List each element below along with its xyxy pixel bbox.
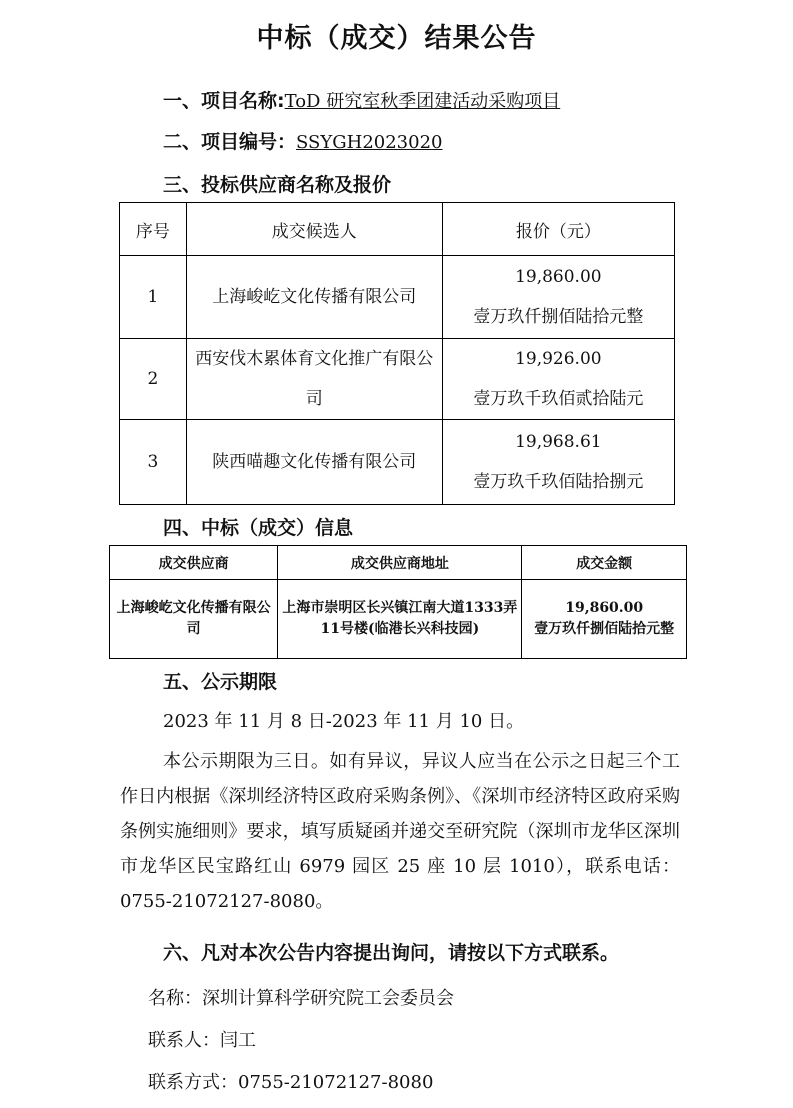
col-header-supplier: 成交供应商 [110,546,278,580]
award-table-header [110,546,687,580]
row-quote [442,339,674,420]
bids-table [119,202,675,505]
col-header-candidate: 成交候选人 [186,203,442,256]
quote-amount: 19,860.00 [515,267,602,287]
project-number-label: 二、项目编号： [163,131,297,153]
col-header-address: 成交供应商地址 [278,546,522,580]
contact-person: 联系人：闫工 [148,1030,256,1051]
row-candidate: 上海峻屹文化传播有限公司 [186,256,442,339]
objection-paragraph: 本公示期限为三日。如有异议，异议人应当在公示之日起三个工作日内根据《深圳经济特区政府采购条例》、《深圳市经济特区政府采购条例实施细则》要求，填写质疑函并递交至研究院（深圳市龙华区深圳市龙华区民宝路红山 6979 园区 25 座 10 层 1010），联系电话：0755-21072127-8080。 [120,751,680,912]
row-candidate: 西安伐木累体育文化推广有限公司 [186,339,442,420]
col-header-quote: 报价（元） [442,203,674,256]
row-candidate: 陕西喵趣文化传播有限公司 [186,420,442,505]
award-heading: 四、中标（成交）信息 [163,517,354,539]
row-quote [442,420,674,505]
period-dates: 2023 年 11 月 8 日-2023 年 11 月 10 日。 [163,711,525,732]
table-row [120,339,675,420]
quote-amount-cn: 壹万玖仟捌佰陆拾元整 [473,307,644,327]
project-name-label: 一、项目名称: [163,90,285,112]
quote-amount-cn: 壹万玖千玖佰陆拾捌元 [473,472,644,492]
award-amount: 19,860.00 [565,600,644,616]
award-table [109,545,687,659]
table-row [110,580,687,659]
table-row [120,420,675,505]
award-amount-cn: 壹万玖仟捌佰陆拾元整 [534,621,675,637]
quote-amount: 19,926.00 [515,349,602,369]
contact-name: 名称：深圳计算科学研究院工会委员会 [148,988,454,1009]
table-row [120,256,675,339]
row-no: 3 [120,420,187,505]
col-header-no: 序号 [120,203,187,256]
project-name-value: ToD 研究室秋季团建活动采购项目 [284,91,561,112]
contact-heading: 六、凡对本次公告内容提出询问，请按以下方式联系。 [163,942,620,964]
project-number-value: SSYGH2023020 [296,132,443,153]
page-title: 中标（成交）结果公告 [256,23,537,54]
contact-phone: 联系方式：0755-21072127-8080 [148,1072,434,1093]
row-no: 2 [120,339,187,420]
award-amount-cell [522,580,687,659]
project-name-line [163,86,560,113]
bids-table-header [120,203,675,256]
col-header-amount: 成交金额 [522,546,687,580]
award-supplier: 上海峻屹文化传播有限公司 [110,580,278,659]
row-quote [442,256,674,339]
quote-amount: 19,968.61 [515,432,602,452]
project-number-line [163,127,443,154]
bidders-heading: 三、投标供应商名称及报价 [163,174,392,196]
period-heading: 五、公示期限 [163,671,278,693]
row-no: 1 [120,256,187,339]
award-address: 上海市崇明区长兴镇江南大道1333弄11号楼(临港长兴科技园) [278,580,522,659]
quote-amount-cn: 壹万玖千玖佰贰拾陆元 [473,389,644,409]
